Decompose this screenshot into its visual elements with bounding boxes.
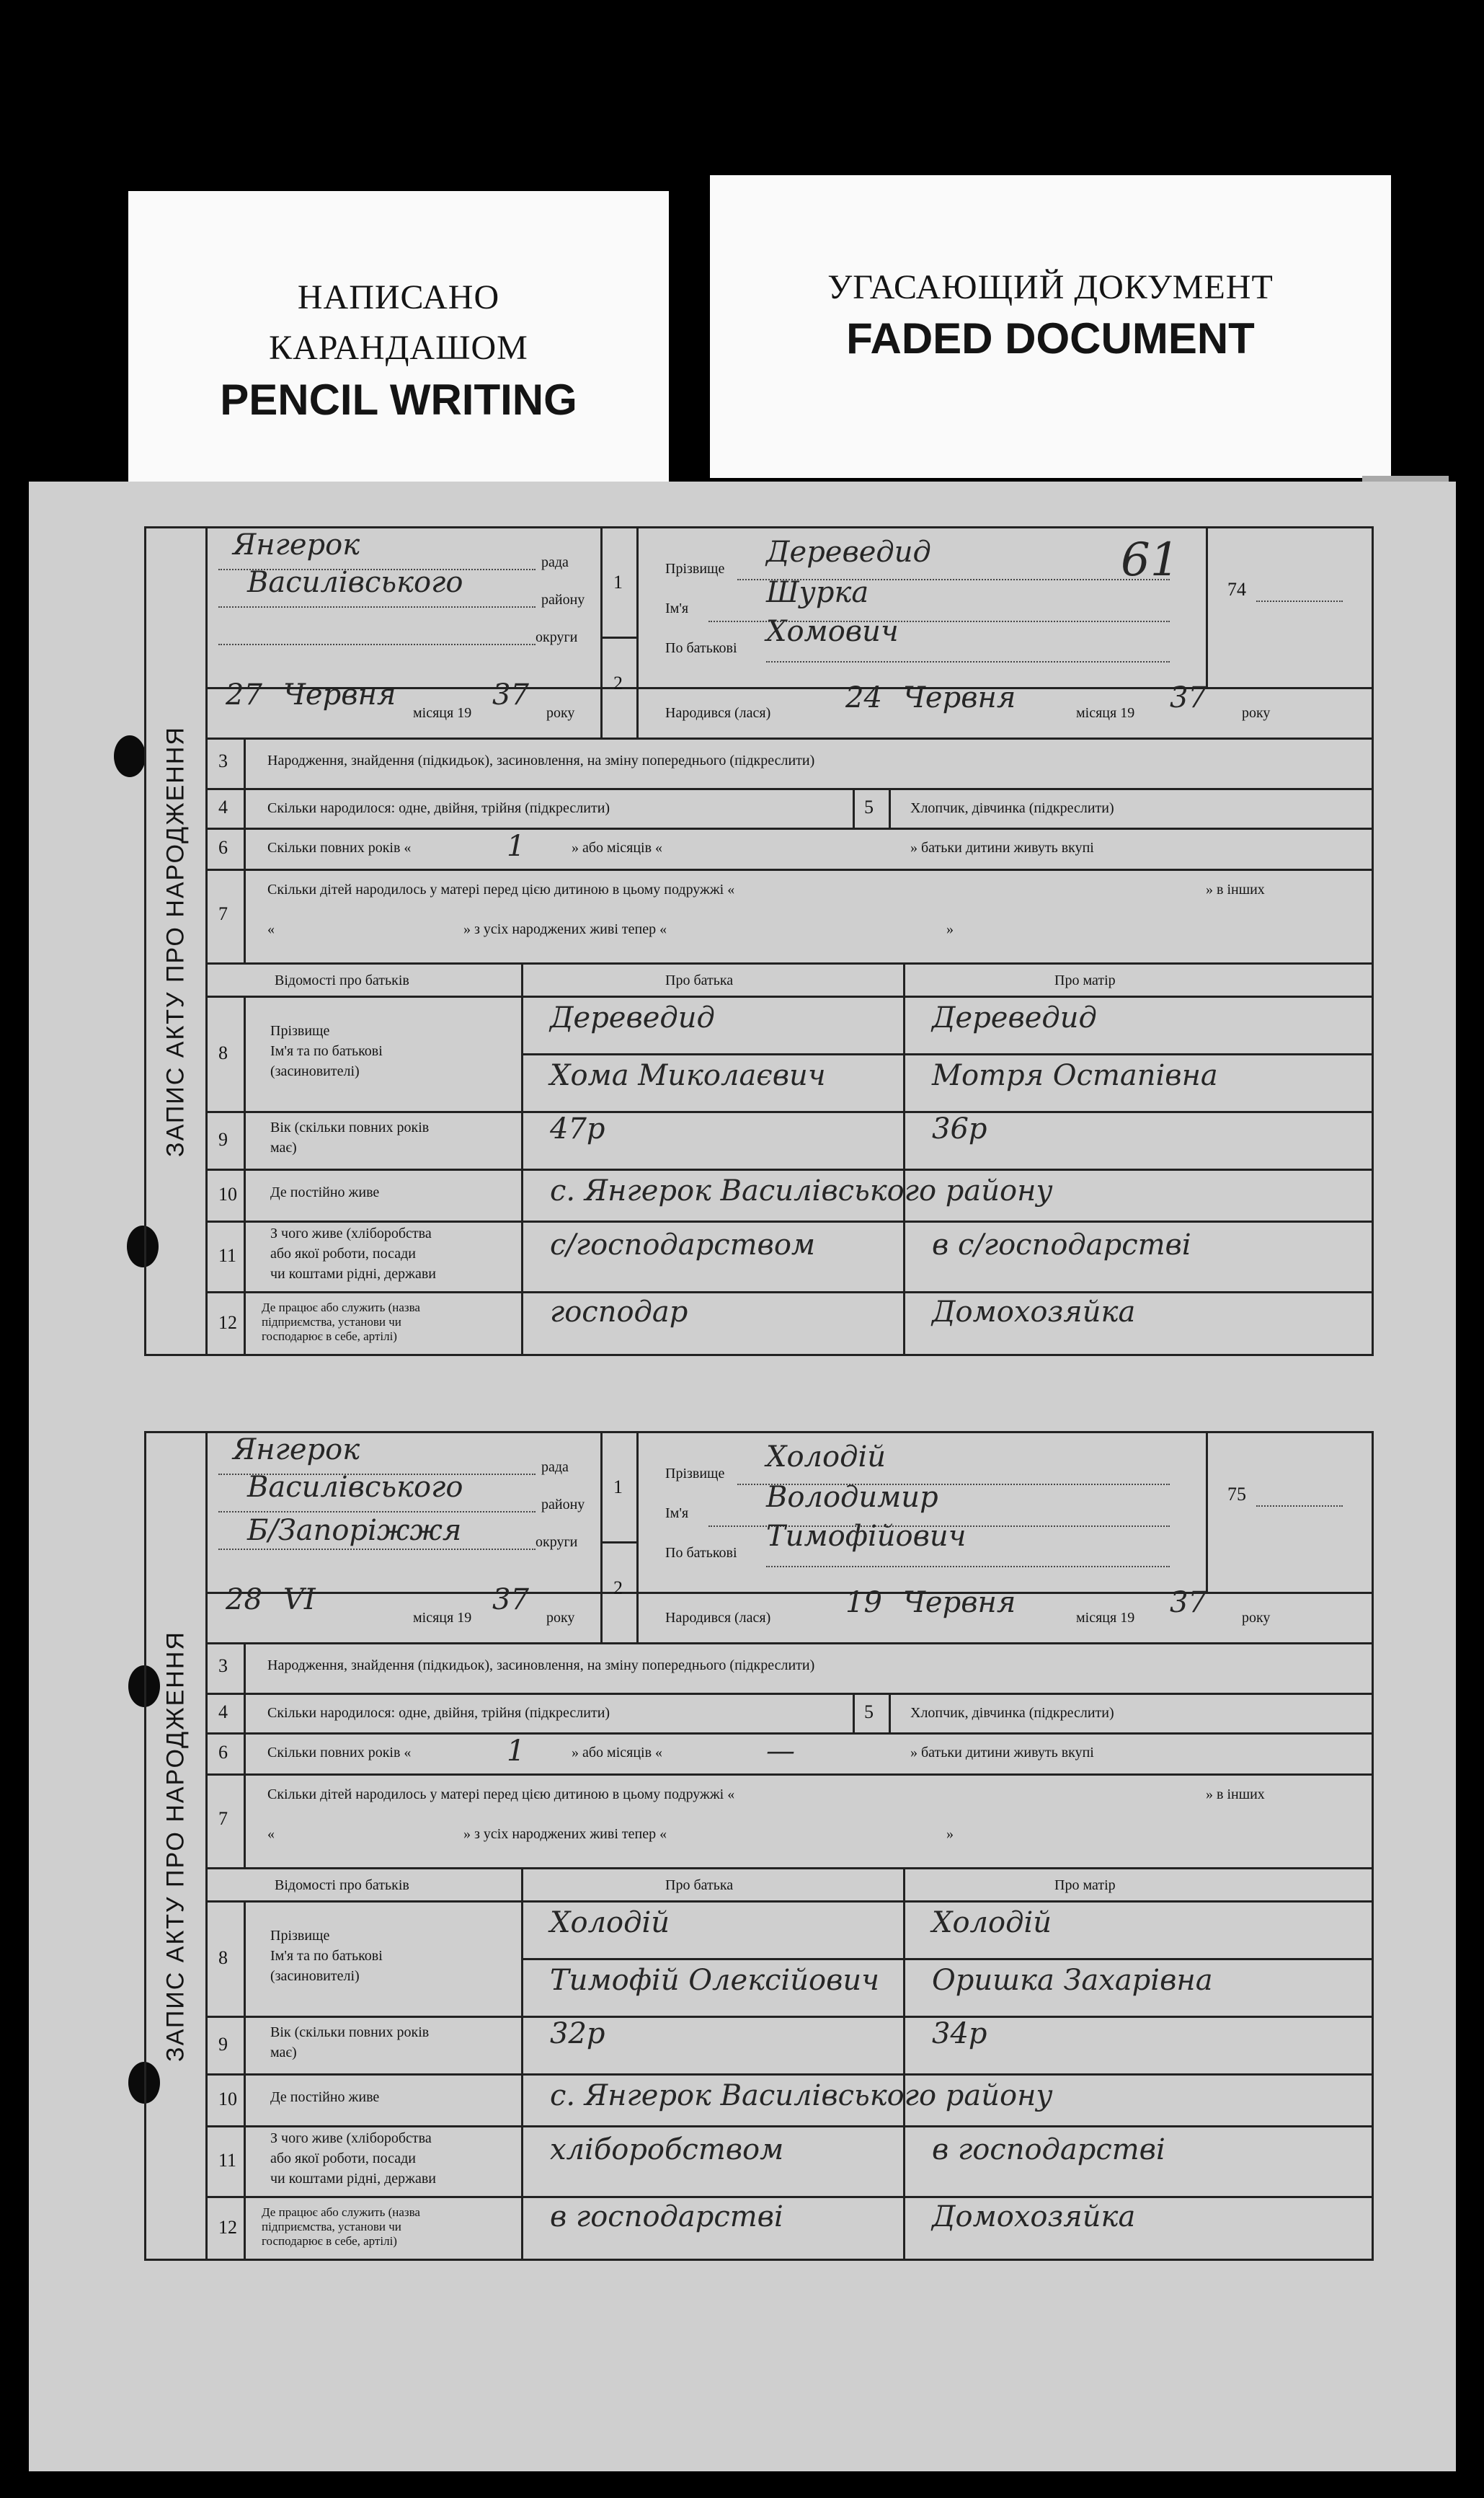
grid-line [205, 2073, 1372, 2076]
grid-line [889, 1693, 891, 1732]
parents-row-number: 10 [218, 1184, 237, 1205]
grid-line [205, 1867, 1372, 1869]
row-7-line2-c: » [946, 1826, 954, 1842]
grid-line [889, 788, 891, 828]
fill-line [218, 644, 536, 645]
row-5-text: Хлопчик, дівчинка (підкреслити) [910, 800, 1114, 816]
father-header: Про батька [665, 1877, 734, 1893]
row-7-number: 7 [218, 903, 228, 924]
row-6-number: 6 [218, 1742, 228, 1763]
grid-line [521, 1867, 523, 2259]
grid-line [636, 1433, 639, 1642]
grid-line [205, 1693, 1372, 1695]
residence-value: с. Янгерок Василівського району [550, 2079, 1053, 2112]
grid-line [1206, 528, 1208, 687]
date-year-label: року [546, 705, 575, 721]
grid-line [205, 996, 1372, 998]
father-value: господар [550, 1295, 688, 1329]
grid-line [636, 528, 639, 738]
side-title-column [146, 528, 208, 1354]
grid-line [903, 1867, 905, 2259]
parents-row-label: має) [270, 1140, 297, 1156]
birth-record-form [144, 1431, 1374, 2261]
grid-line [600, 528, 603, 738]
row-6-years-value: 1 [507, 830, 525, 863]
grid-line [205, 1900, 1372, 1903]
row-7-line1-b: » в інших [1206, 1786, 1265, 1802]
row-6-text-c: » батьки дитини живуть вкупі [910, 840, 1094, 856]
index-1: 1 [613, 1476, 623, 1497]
parents-row-number: 8 [218, 1042, 228, 1063]
child-patronymic-value: Тимофійович [766, 1520, 967, 1553]
row-7-number: 7 [218, 1808, 228, 1829]
fill-line [218, 1511, 536, 1512]
grid-line [521, 962, 523, 1354]
child-patronymic-value: Хомович [766, 615, 899, 648]
grid-line [205, 1291, 1372, 1293]
patronymic-label: По батькові [665, 640, 737, 656]
pencil-writing-label-card [128, 191, 669, 487]
side-title: ЗАПИС АКТУ ПРО НАРОДЖЕННЯ [161, 1630, 190, 2062]
parents-row-number: 12 [218, 1311, 237, 1333]
grid-line [205, 1169, 1372, 1171]
parents-row-label: має) [270, 2045, 297, 2060]
parents-row-label: або якої роботи, посади [270, 1246, 416, 1262]
grid-line [205, 1111, 1372, 1113]
parents-row-label: Вік (скільки повних років [270, 1120, 430, 1135]
grid-line [205, 738, 1372, 740]
mother-value: Холодій [932, 1906, 1052, 1939]
mother-value: 34р [932, 2017, 987, 2050]
grid-line [521, 1958, 1372, 1960]
father-value: Дереведид [550, 1001, 715, 1035]
child-name-value: Шурка [766, 576, 869, 609]
mother-header: Про матір [1054, 1877, 1116, 1893]
row-6-text-a: Скільки повних років « [267, 840, 412, 856]
row-3-number: 3 [218, 1655, 228, 1676]
birth-record-form [144, 526, 1374, 1356]
side-title: ЗАПИС АКТУ ПРО НАРОДЖЕННЯ [161, 725, 190, 1157]
grid-line [205, 2125, 1372, 2127]
parents-row-label: Вік (скільки повних років [270, 2024, 430, 2040]
mother-value: в с/господарстві [932, 1228, 1191, 1262]
father-value: Холодій [550, 1906, 670, 1939]
row-7-line2-a: « [267, 921, 275, 937]
date-month-label: місяця 19 [413, 705, 472, 721]
parents-row-label: З чого живе (хліборобства [270, 2130, 432, 2146]
row-4-text: Скільки народилося: одне, двійня, трійня (підкреслити) [267, 800, 610, 816]
rada-label: рада [541, 554, 569, 570]
parents-row-label: Де працює або служить (назва [262, 1300, 420, 1314]
row-5-number: 5 [864, 1701, 874, 1722]
date-month-value: VI [283, 1583, 316, 1616]
parents-row-label: З чого живе (хліборобства [270, 1226, 432, 1241]
born-day-value: 19 [845, 1586, 882, 1619]
row-7-line1-b: » в інших [1206, 882, 1265, 898]
row-5-number: 5 [864, 797, 874, 818]
row-6-text-c: » батьки дитини живуть вкупі [910, 1745, 1094, 1760]
row-7-line2-b: » з усіх народжених живі тепер « [463, 921, 667, 937]
mother-value: в господарстві [932, 2133, 1165, 2166]
grid-line [600, 1541, 636, 1543]
date-month-label: місяця 19 [413, 1610, 472, 1626]
row-4-text: Скільки народилося: одне, двійня, трійня (підкреслити) [267, 1705, 610, 1721]
parents-row-label: або якої роботи, посади [270, 2151, 416, 2166]
father-value: Хома Миколаєвич [550, 1059, 826, 1092]
date-year-label: року [546, 1610, 575, 1626]
father-value: Тимофій Олексійович [550, 1964, 880, 1997]
parents-row-label: (засиновителі) [270, 1968, 360, 1984]
fill-line [218, 1549, 536, 1550]
grid-line [205, 1642, 1372, 1644]
date-month-value: Червня [283, 678, 396, 712]
row-6-text-b: » або місяців « [572, 1745, 663, 1760]
parents-row-number: 9 [218, 1129, 228, 1150]
okruha-label: округи [536, 629, 578, 645]
row-5-text: Хлопчик, дівчинка (підкреслити) [910, 1705, 1114, 1721]
record-number: 75 [1227, 1484, 1246, 1505]
parents-row-label: Де працює або служить (назва [262, 2205, 420, 2219]
residence-value: с. Янгерок Василівського району [550, 1174, 1053, 1208]
born-label: Народився (лася) [665, 1610, 771, 1626]
faded-label-line1: УГАСАЮЩИЙ ДОКУМЕНТ [827, 268, 1274, 306]
date-day-value: 27 [226, 678, 262, 712]
rayon-value: Василівського [247, 566, 463, 599]
grid-line [600, 1433, 603, 1642]
grid-line [853, 1693, 855, 1732]
parents-row-number: 12 [218, 2216, 237, 2238]
parents-row-label: чи коштами рідні, держави [270, 1266, 436, 1282]
parents-info-header: Відомості про батьків [275, 1877, 409, 1893]
surname-label: Прізвище [665, 1466, 725, 1481]
parents-row-label: господарює в себе, артілі) [262, 1329, 397, 1343]
faded-document-label-card [710, 175, 1391, 478]
parents-row-label: (засиновителі) [270, 1063, 360, 1079]
row-6-text-b: » або місяців « [572, 840, 663, 856]
father-value: 47р [550, 1112, 605, 1146]
born-year-value: 37 [1170, 681, 1207, 714]
fill-line [1256, 1505, 1343, 1507]
father-value: в господарстві [550, 2200, 783, 2233]
grid-line [205, 1221, 1372, 1223]
born-year-label: року [1242, 1610, 1271, 1626]
row-6-text-a: Скільки повних років « [267, 1745, 412, 1760]
parents-row-label: підприємства, установи чи [262, 1314, 401, 1329]
born-day-value: 24 [845, 681, 882, 714]
born-month-value: Червня [903, 1586, 1016, 1619]
pencil-label-line1: НАПИСАНО [297, 278, 500, 316]
pencil-label-line2: КАРАНДАШОМ [269, 329, 528, 367]
grid-line [903, 962, 905, 1354]
date-year-value: 37 [492, 1583, 529, 1616]
parents-row-label: Прізвище [270, 1023, 330, 1039]
rayon-value: Василівського [247, 1471, 463, 1504]
fill-line [766, 1566, 1170, 1567]
mother-value: Оришка Захарівна [932, 1964, 1213, 1997]
grid-line [600, 637, 636, 639]
row-7-line2-a: « [267, 1826, 275, 1842]
row-7-line1-a: Скільки дітей народилось у матері перед цією дитиною в цьому подружжі « [267, 882, 735, 898]
okruha-label: округи [536, 1534, 578, 1550]
rayon-label: району [541, 1497, 585, 1512]
rada-value: Янгерок [233, 528, 360, 562]
grid-line [244, 1900, 246, 2259]
child-surname-value: Холодій [766, 1440, 887, 1474]
parents-row-number: 10 [218, 2089, 237, 2109]
record-number: 74 [1227, 579, 1246, 600]
grid-line [205, 869, 1372, 871]
born-year-value: 37 [1170, 1586, 1207, 1619]
parents-row-label: чи коштами рідні, держави [270, 2171, 436, 2187]
fill-line [766, 661, 1170, 663]
row-7-line1-a: Скільки дітей народилось у матері перед цією дитиною в цьому подружжі « [267, 1786, 735, 1802]
date-day-value: 28 [226, 1583, 262, 1616]
name-label: Ім'я [665, 601, 689, 616]
grid-line [244, 1642, 246, 1867]
fill-line [1256, 601, 1343, 602]
father-value: 32р [550, 2017, 605, 2050]
rada-value: Янгерок [233, 1433, 360, 1466]
rada-label: рада [541, 1459, 569, 1475]
parents-row-label: Де постійно живе [270, 2089, 380, 2105]
row-7-line2-c: » [946, 921, 954, 937]
punch-hole [114, 735, 146, 777]
mother-value: 36р [932, 1112, 987, 1146]
parents-row-number: 11 [218, 2150, 237, 2171]
mother-value: Дереведид [932, 1001, 1097, 1035]
parents-row-label: Прізвище [270, 1928, 330, 1944]
grid-line [853, 788, 855, 828]
row-4-number: 4 [218, 797, 228, 818]
row-3-number: 3 [218, 750, 228, 771]
child-name-value: Володимир [766, 1481, 938, 1514]
name-label: Ім'я [665, 1505, 689, 1521]
grid-line [205, 1773, 1372, 1776]
okruha-value: Б/Запоріжжя [247, 1514, 462, 1547]
grid-line [244, 738, 246, 962]
born-month-label: місяця 19 [1076, 705, 1135, 721]
index-2: 2 [613, 673, 623, 694]
index-1: 1 [613, 572, 623, 593]
grid-line [205, 828, 1372, 830]
grid-line [205, 2016, 1372, 2018]
parents-row-label: Ім'я та по батькові [270, 1043, 383, 1059]
father-header: Про батька [665, 973, 734, 988]
faded-label-line2: FADED DOCUMENT [846, 314, 1255, 363]
rayon-label: району [541, 592, 585, 608]
parents-row-label: господарює в себе, артілі) [262, 2233, 397, 2248]
row-3-text: Народження, знайдення (підкидьок), засиновлення, на зміну попереднього (підкреслити) [267, 753, 815, 769]
row-3-text: Народження, знайдення (підкидьок), засиновлення, на зміну попереднього (підкреслити) [267, 1657, 815, 1673]
mother-value: Мотря Остапівна [932, 1059, 1218, 1092]
parents-row-number: 8 [218, 1947, 228, 1968]
born-year-label: року [1242, 705, 1271, 721]
father-value: хліборобством [550, 2133, 784, 2166]
surname-label: Прізвище [665, 561, 725, 577]
parents-row-label: Де постійно живе [270, 1184, 380, 1200]
pencil-label-line3: PENCIL WRITING [220, 376, 577, 424]
father-value: с/господарством [550, 1228, 816, 1262]
page-number: 61 [1121, 533, 1180, 587]
index-2: 2 [613, 1577, 623, 1598]
mother-value: Домохозяйка [932, 2200, 1136, 2233]
grid-line [205, 788, 1372, 790]
parents-row-label: Ім'я та по батькові [270, 1948, 383, 1964]
parents-row-number: 11 [218, 1245, 237, 1266]
child-surname-value: Дереведид [766, 536, 931, 569]
mother-header: Про матір [1054, 973, 1116, 988]
grid-line [521, 1053, 1372, 1055]
parents-row-label: підприємства, установи чи [262, 2219, 401, 2233]
mother-value: Домохозяйка [932, 1295, 1136, 1329]
row-4-number: 4 [218, 1701, 228, 1722]
fill-line [218, 606, 536, 608]
parents-row-number: 9 [218, 2034, 228, 2055]
grid-line [244, 996, 246, 1354]
grid-line [205, 962, 1372, 965]
grid-line [1206, 1433, 1208, 1592]
born-month-value: Червня [903, 681, 1016, 714]
row-6-months-value: — [766, 1735, 795, 1768]
date-year-value: 37 [492, 678, 529, 712]
side-title-column [146, 1433, 208, 2259]
row-7-line2-b: » з усіх народжених живі тепер « [463, 1826, 667, 1842]
patronymic-label: По батькові [665, 1545, 737, 1561]
row-6-number: 6 [218, 837, 228, 858]
grid-line [205, 2196, 1372, 2198]
row-6-years-value: 1 [507, 1735, 525, 1768]
parents-info-header: Відомості про батьків [275, 973, 409, 988]
born-label: Народився (лася) [665, 705, 771, 721]
born-month-label: місяця 19 [1076, 1610, 1135, 1626]
